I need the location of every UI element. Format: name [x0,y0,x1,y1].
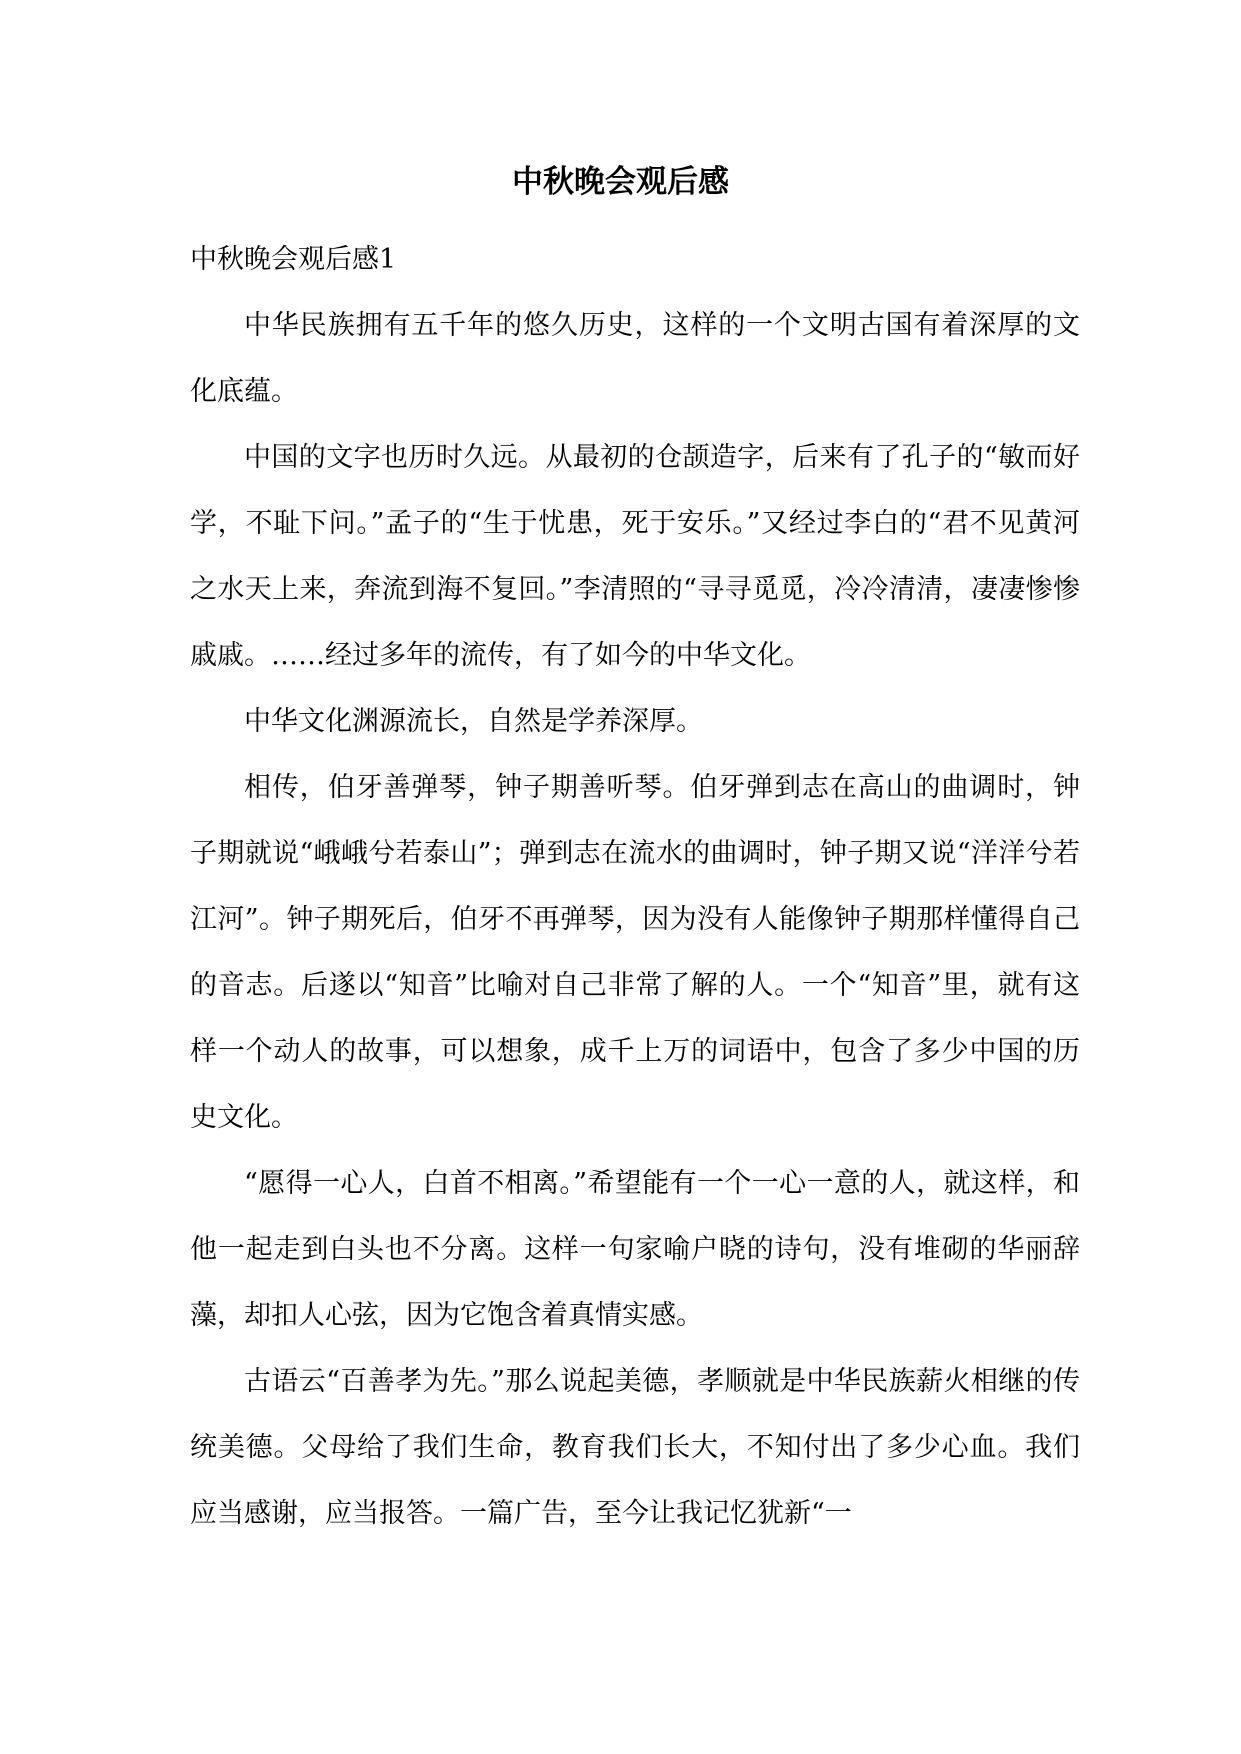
section-heading: 中秋晚会观后感1 [190,244,397,275]
paragraph-5: “愿得一心人，白首不相离。”希望能有一个一心一意的人，就这样，和他一起走到白头也不分离。这样一句家喻户晓的诗句，没有堆砌的华丽辞藻，却扣人心弦，因为它饱含着真情实感。 [190,1168,1080,1331]
paragraph-4: 相传，伯牙善弹琴，钟子期善听琴。伯牙弹到志在高山的曲调时，钟子期就说“峨峨兮若泰山”；弹到志在流水的曲调时，钟子期又说“洋洋兮若江河”。钟子期死后，伯牙不再弹琴，因为没有人能像钟子期那样懂得自己的音志。后遂以“知音”比喻对自己非常了解的人。一个“知音”里，就有这样一个动人的故事，可以想象，成千上万的词语中，包含了多少中国的历史文化。 [190,772,1080,1133]
paragraph-2: 中国的文字也历时久远。从最初的仓颉造字，后来有了孔子的“敏而好学，不耻下问。”孟子的“生于忧患，死于安乐。”又经过李白的“君不见黄河之水天上来，奔流到海不复回。”李清照的“寻寻觅觅，冷冷清清，凄凄惨惨戚戚。……经过多年的流传，有了如今的中华文化。 [190,442,1080,671]
document-body [190,227,1080,1547]
document-title: 中秋晚会观后感 [512,164,729,200]
paragraph-3: 中华文化渊源流长，自然是学养深厚。 [244,706,703,737]
paragraph-1: 中华民族拥有五千年的悠久历史，这样的一个文明古国有着深厚的文化底蕴。 [190,310,1080,407]
paragraph-6: 古语云“百善孝为先。”那么说起美德，孝顺就是中华民族薪火相继的传统美德。父母给了我们生命，教育我们长大，不知付出了多少心血。我们应当感谢，应当报答。一篇广告，至今让我记忆犹新“一 [190,1366,1080,1529]
